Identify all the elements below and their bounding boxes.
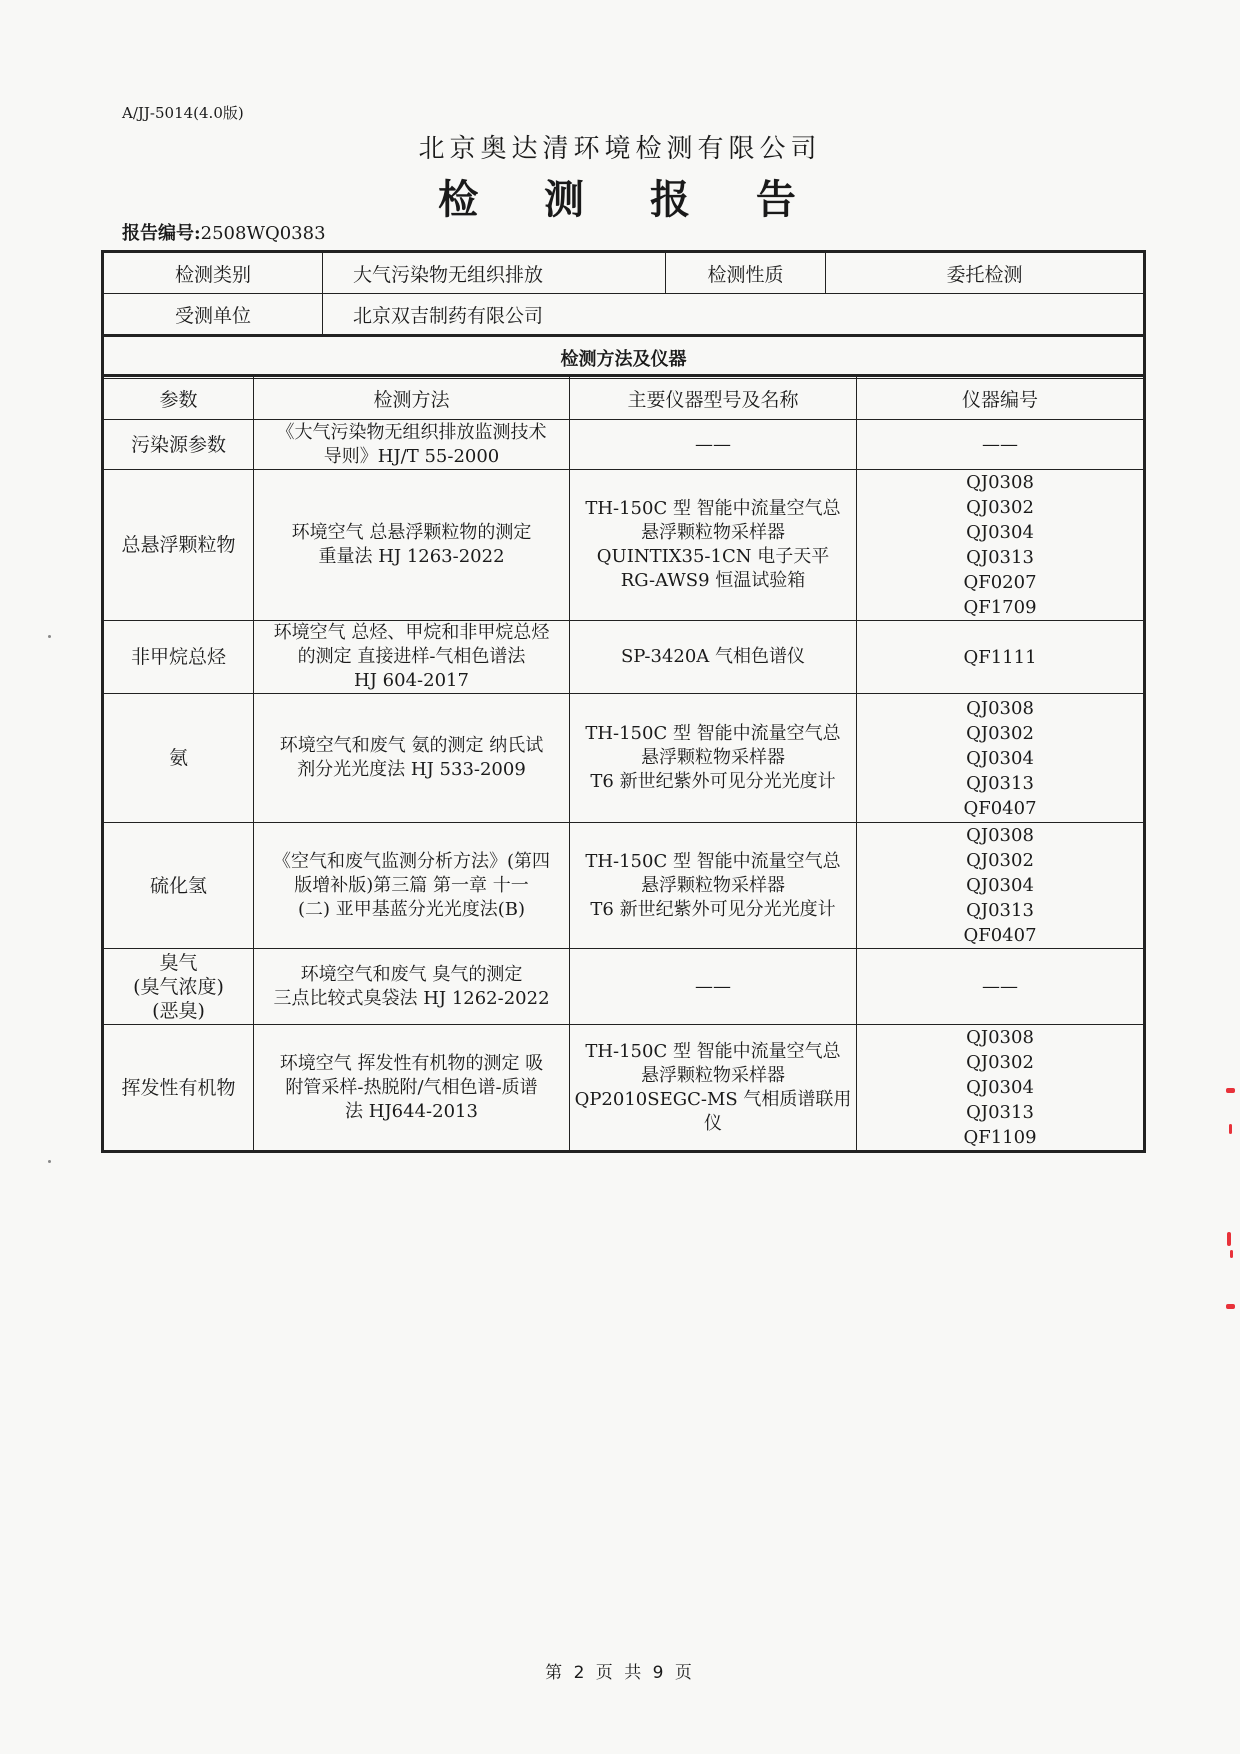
- instrument-line: ——: [695, 975, 731, 997]
- instrument-id: QJ0313: [966, 1102, 1034, 1123]
- instrument-line: T6 新世纪紫外可见分光光度计: [590, 898, 836, 920]
- method-cell: [254, 470, 570, 621]
- page-indicator: 第 2 页 共 9 页: [545, 1663, 695, 1683]
- param-text: (臭气浓度): [133, 975, 224, 998]
- scan-speck: [48, 1160, 51, 1163]
- instrument-id: QJ0302: [966, 497, 1034, 518]
- stamp-mark: [1226, 1304, 1235, 1309]
- instrument-cell: [570, 1025, 857, 1152]
- method-line: (二) 亚甲基蓝分光光度法(B): [297, 898, 526, 920]
- instrument-line: 悬浮颗粒物采样器: [641, 747, 785, 768]
- instrument-line: SP-3420A 气相色谱仪: [620, 646, 806, 667]
- instrument-id: QJ0304: [966, 522, 1034, 543]
- instrument-line: TH-150C 型 智能中流量空气总: [585, 723, 841, 744]
- param-cell: [103, 949, 254, 1025]
- method-cell: [254, 949, 570, 1025]
- method-line: 《空气和废气监测分析方法》(第四: [272, 850, 551, 872]
- instrument-line: TH-150C 型 智能中流量空气总: [585, 1040, 841, 1062]
- method-line: HJ 604-2017: [354, 670, 469, 691]
- table-row: [103, 1025, 1145, 1152]
- param-cell: [103, 470, 254, 621]
- instrument-line: TH-150C 型 智能中流量空气总: [585, 498, 841, 519]
- method-line: 环境空气和废气 氨的测定 纳氏试: [279, 735, 544, 756]
- method-line: 三点比较式臭袋法 HJ 1262-2022: [273, 987, 550, 1009]
- instrument-line: 悬浮颗粒物采样器: [641, 1064, 785, 1086]
- instrument-cell: [570, 420, 857, 470]
- instrument-id: QJ0302: [966, 722, 1034, 744]
- info-row-client: [103, 294, 1145, 336]
- method-cell: [254, 823, 570, 949]
- stamp-mark: [1230, 1250, 1233, 1258]
- instrument-id-cell: [857, 621, 1145, 694]
- table-row: [103, 420, 1145, 470]
- instrument-id: QF0407: [963, 925, 1037, 946]
- instrument-line: 悬浮颗粒物采样器: [641, 874, 785, 896]
- table-row: [103, 949, 1145, 1025]
- stamp-mark: [1226, 1088, 1235, 1093]
- section-header-row: [103, 336, 1145, 379]
- instrument-id: QJ0302: [966, 850, 1034, 871]
- scan-speck: [48, 635, 51, 638]
- table-row: [103, 470, 1145, 621]
- param-cell: [103, 621, 254, 694]
- instrument-id: QF1111: [963, 646, 1037, 668]
- param-text: 非甲烷总烃: [130, 646, 226, 668]
- instrument-id: QJ0308: [966, 1027, 1034, 1048]
- instrument-id-cell: [857, 420, 1145, 470]
- form-code: A/JJ-5014(4.0版): [122, 104, 244, 122]
- method-cell: [254, 420, 570, 470]
- instrument-id: QJ0304: [966, 1077, 1034, 1098]
- method-cell: [254, 621, 570, 694]
- param-text: 硫化氢: [149, 874, 207, 897]
- param-text: 总悬浮颗粒物: [121, 534, 236, 556]
- instrument-id: QJ0304: [966, 747, 1034, 769]
- report-number-value: 2508WQ0383: [200, 223, 326, 244]
- instrument-line: ——: [695, 433, 731, 455]
- method-line: 《大气污染物无组织排放监测技术: [276, 421, 547, 443]
- category-label: 检测类别: [103, 252, 323, 294]
- instrument-id: QJ0308: [966, 825, 1034, 846]
- document-title: 检 测 报 告: [438, 176, 822, 223]
- method-line: 环境空气和废气 臭气的测定: [300, 963, 523, 985]
- instrument-id: QJ0304: [966, 875, 1034, 896]
- instrument-id: QJ0302: [966, 1052, 1034, 1073]
- instrument-id: QJ0308: [966, 697, 1034, 719]
- method-cell: [254, 1025, 570, 1152]
- method-line: 导则》HJ/T 55-2000: [323, 445, 500, 467]
- stamp-mark: [1229, 1124, 1232, 1134]
- column-header-instrument: 主要仪器型号及名称: [570, 376, 857, 420]
- param-cell: [103, 823, 254, 949]
- methods-header-row: [103, 376, 1145, 420]
- instrument-id: QF1109: [963, 1127, 1037, 1148]
- param-text: 臭气: [159, 951, 198, 974]
- report-info-table: [101, 250, 1146, 379]
- table-row: [103, 621, 1145, 694]
- report-number-label: 报告编号:: [122, 223, 201, 244]
- method-cell: [254, 694, 570, 823]
- method-line: 剂分光光度法 HJ 533-2009: [297, 759, 526, 780]
- instrument-line: QUINTIX35-1CN 电子天平: [596, 546, 830, 567]
- methods-table: [101, 374, 1146, 1153]
- table-row: [103, 694, 1145, 823]
- column-header-instrument-id: 仪器编号: [857, 376, 1145, 420]
- instrument-id: QJ0313: [966, 900, 1034, 921]
- method-line: 环境空气 总烃、甲烷和非甲烷总烃: [273, 622, 550, 643]
- param-cell: [103, 694, 254, 823]
- method-line: 法 HJ644-2013: [345, 1100, 478, 1122]
- report-number: [122, 219, 326, 245]
- column-header-method: 检测方法: [254, 376, 570, 420]
- method-line: 附管采样-热脱附/气相色谱-质谱: [285, 1076, 538, 1098]
- instrument-id: ——: [982, 433, 1018, 455]
- instrument-line: 悬浮颗粒物采样器: [641, 522, 785, 543]
- instrument-line: TH-150C 型 智能中流量空气总: [585, 850, 841, 872]
- instrument-id: QJ0313: [966, 547, 1034, 568]
- table-row: [103, 823, 1145, 949]
- instrument-id: QJ0308: [966, 472, 1034, 493]
- instrument-id-cell: [857, 949, 1145, 1025]
- instrument-cell: [570, 470, 857, 621]
- method-line: 重量法 HJ 1263-2022: [318, 546, 505, 567]
- instrument-line: T6 新世纪紫外可见分光光度计: [590, 771, 836, 792]
- param-cell: [103, 420, 254, 470]
- method-line: 版增补版)第三篇 第一章 十一: [294, 874, 529, 896]
- instrument-cell: [570, 949, 857, 1025]
- instrument-id: QJ0313: [966, 772, 1034, 794]
- param-cell: [103, 1025, 254, 1152]
- stamp-mark: [1227, 1232, 1231, 1246]
- param-text: 挥发性有机物: [121, 1076, 236, 1099]
- instrument-cell: [570, 694, 857, 823]
- column-header-param: 参数: [103, 376, 254, 420]
- instrument-id-cell: [857, 1025, 1145, 1152]
- instrument-id-cell: [857, 823, 1145, 949]
- instrument-cell: [570, 823, 857, 949]
- instrument-cell: [570, 621, 857, 694]
- company-name: 北京奥达清环境检测有限公司: [418, 134, 822, 164]
- instrument-id: QF0207: [963, 572, 1037, 593]
- info-row-category: [103, 252, 1145, 294]
- client-value: 北京双吉制药有限公司: [323, 294, 1145, 336]
- method-line: 环境空气 总悬浮颗粒物的测定: [291, 522, 532, 543]
- section-title: 检测方法及仪器: [103, 336, 1145, 379]
- instrument-id: QF0407: [963, 797, 1037, 819]
- param-text: 污染源参数: [130, 433, 226, 456]
- instrument-id-cell: [857, 470, 1145, 621]
- instrument-line: QP2010SEGC-MS 气相质谱联用仪: [574, 1088, 852, 1134]
- param-text: (恶臭): [152, 999, 205, 1022]
- instrument-id-cell: [857, 694, 1145, 823]
- instrument-id: QF1709: [963, 597, 1037, 618]
- client-label: 受测单位: [103, 294, 323, 336]
- method-line: 的测定 直接进样-气相色谱法: [297, 646, 526, 667]
- instrument-line: RG-AWS9 恒温试验箱: [620, 570, 806, 591]
- method-line: 环境空气 挥发性有机物的测定 吸: [279, 1052, 544, 1074]
- instrument-id: ——: [982, 975, 1018, 997]
- nature-value: 委托检测: [826, 252, 1145, 294]
- param-text: 氨: [168, 747, 188, 769]
- category-value: 大气污染物无组织排放: [323, 252, 666, 294]
- nature-label: 检测性质: [666, 252, 826, 294]
